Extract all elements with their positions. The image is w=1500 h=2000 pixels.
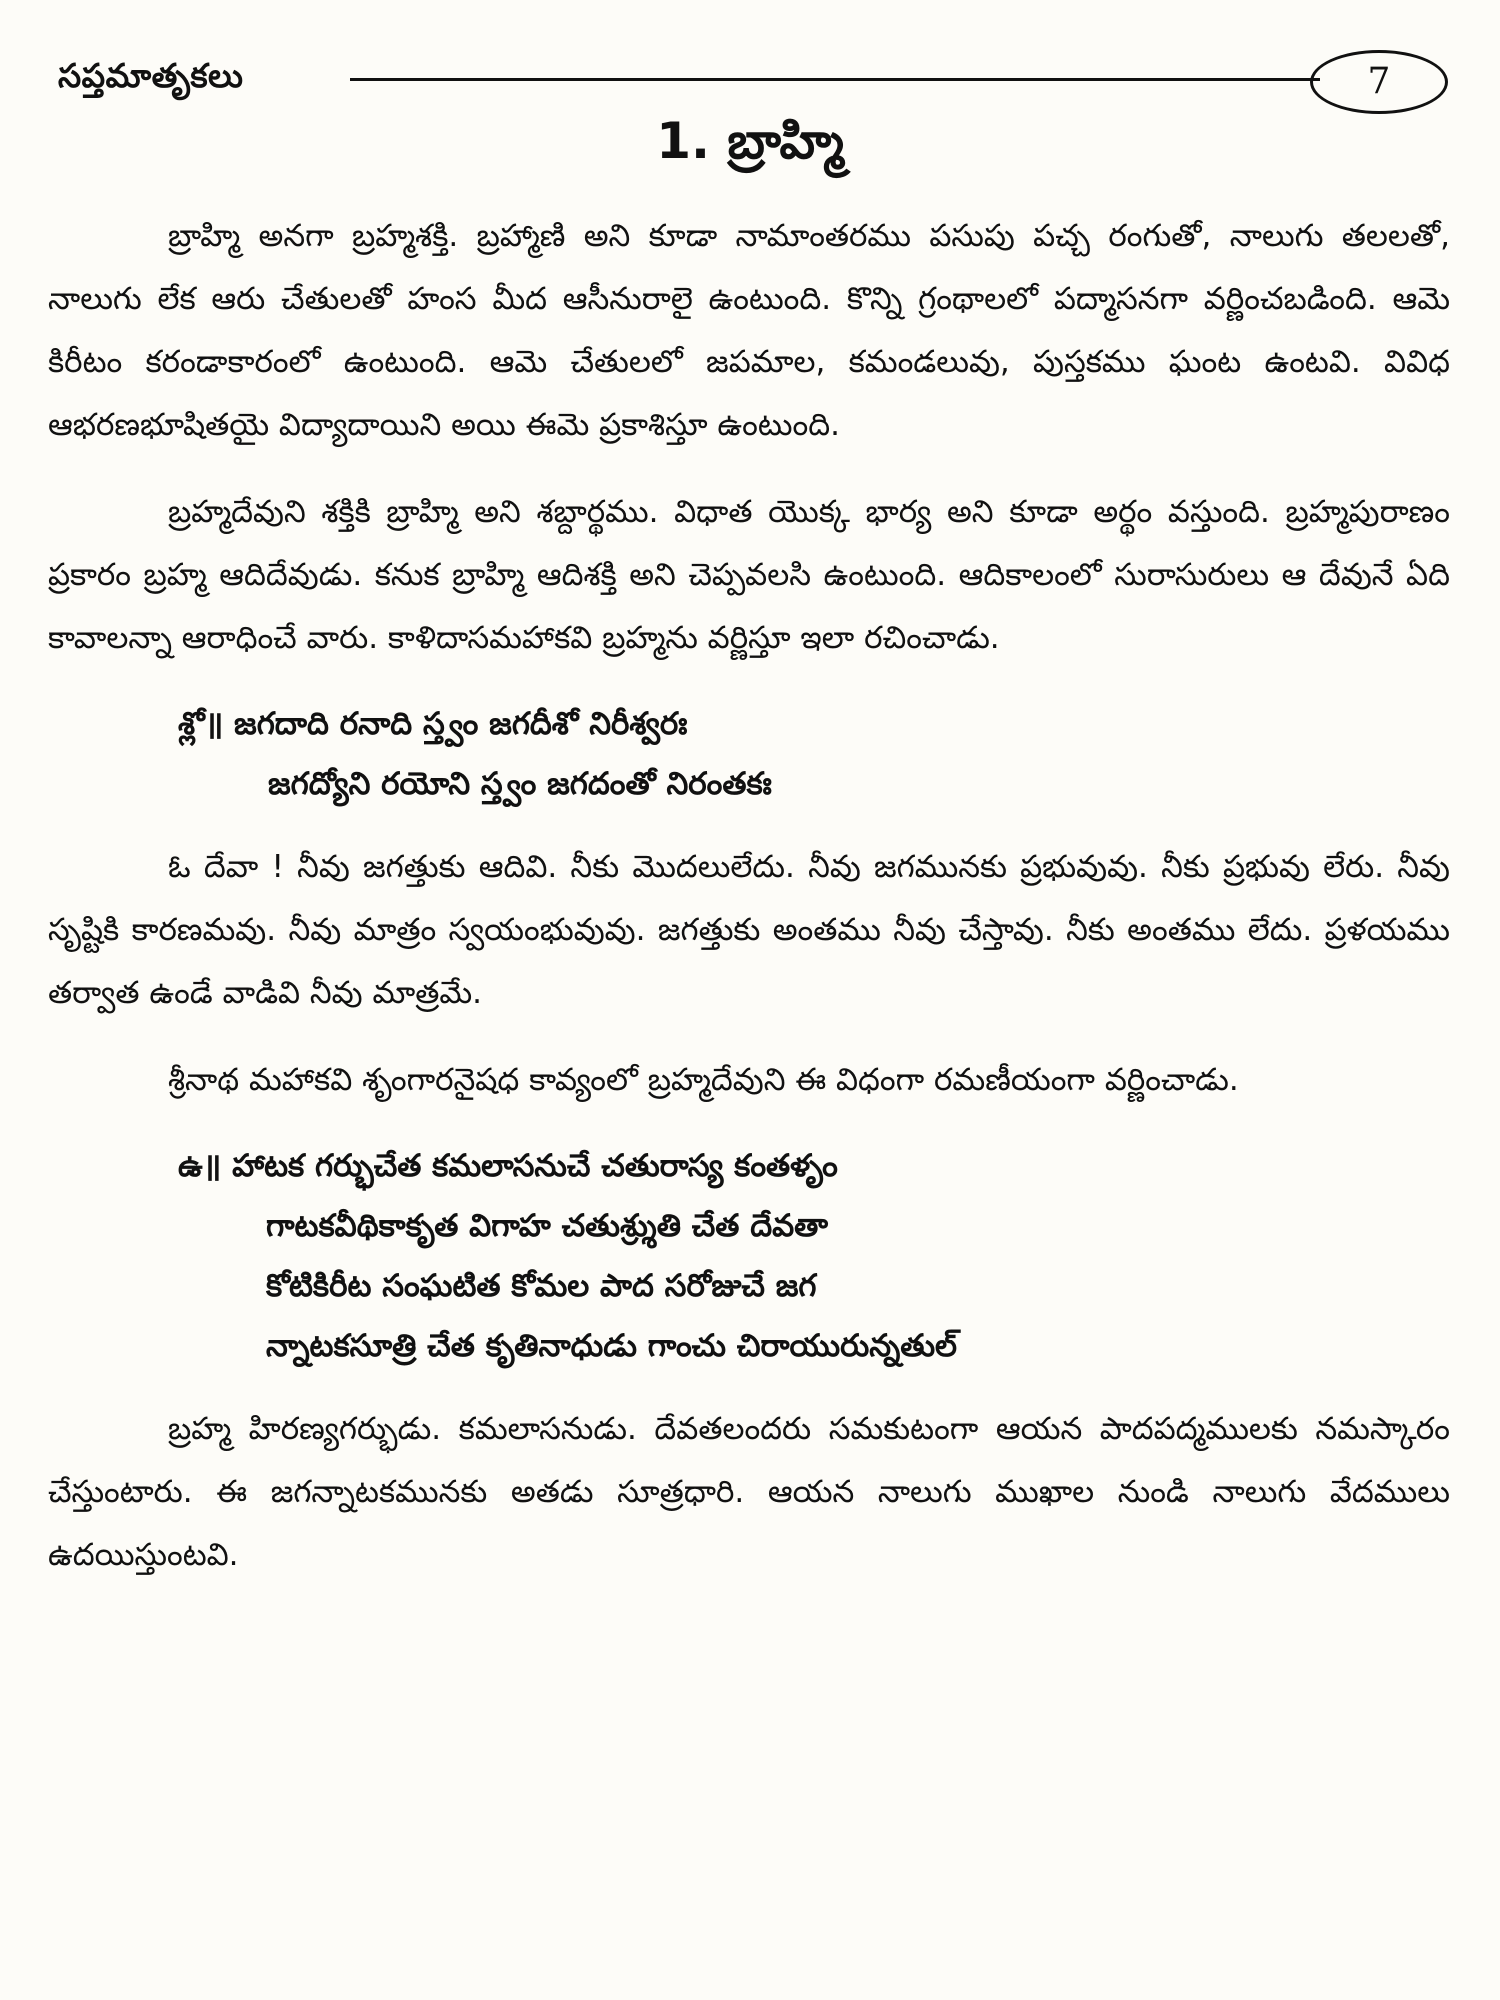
paragraph-1: బ్రాహ్మి అనగా బ్రహ్మశక్తి. బ్రహ్మాణి అని కూడా నామాంతరము పసుపు పచ్చ రంగుతో, నాలుగు తలలతో, నాలుగు లేక ఆరు చేతులతో హంస మీద ఆసీనురాలై ఉంటుంది. కొన్ని గ్రంథాలలో పద్మాసనగా వర్ణించబడింది. ఆమె కిరీటం కరండాకారంలో ఉంటుంది. ఆమె చేతులలో జపమాల, కమండలువు, పుస్తకము ఘంట ఉంటవి. వివిధ ఆభరణభూషితయై విద్యాదాయిని అయి ఈమె ప్రకాశిస్తూ ఉంటుంది. xyxy=(48,218,1450,443)
paragraph-4: శ్రీనాథ మహాకవి శృంగారనైషధ కావ్యంలో బ్రహ్మదేవుని ఈ విధంగా రమణీయంగా వర్ణించాడు. xyxy=(168,1062,1239,1098)
header-rule xyxy=(350,78,1320,81)
verse-line: శ్లో॥ జగదాది రనాది స్త్వం జగదీశో నిరీశ్వరః xyxy=(178,706,688,742)
verse-line: కోటికిరీట సంఘటిత కోమల పాద సరోజుచే జగ xyxy=(266,1268,817,1304)
running-title: సప్తమాతృకలు xyxy=(58,56,244,95)
page-body xyxy=(48,205,1450,1611)
paragraph-3: ఓ దేవా ! నీవు జగత్తుకు ఆదివి. నీకు మొదలులేదు. నీవు జగమునకు ప్రభువువు. నీకు ప్రభువు లేరు. నీవు సృష్టికి కారణమవు. నీవు మాత్రం స్వయంభువువు. జగత్తుకు అంతము నీవు చేస్తావు. నీకు అంతము లేదు. ప్రళయము తర్వాత ఉండే వాడివి నీవు మాత్రమే. xyxy=(48,849,1450,1011)
verse-line: న్నాటకసూత్రి చేత కృతినాధుడు గాంచు చిరాయురున్నతుల్ xyxy=(266,1328,958,1364)
verse-line: ఉ॥ హాటక గర్భుచేత కమలాసనుచే చతురాస్య కంతళృం xyxy=(178,1148,838,1184)
page-header xyxy=(58,50,1448,120)
page-number: 7 xyxy=(1310,50,1448,114)
chapter-title: 1. బ్రాహ్మి xyxy=(656,112,844,170)
utpalamala-verse xyxy=(178,1136,1450,1376)
sloka-verse xyxy=(178,694,1450,814)
paragraph-2: బ్రహ్మదేవుని శక్తికి బ్రాహ్మి అని శబ్దార్థము. విధాత యొక్క భార్య అని కూడా అర్థం వస్తుంది. బ్రహ్మపురాణం ప్రకారం బ్రహ్మ ఆదిదేవుడు. కనుక బ్రాహ్మి ఆదిశక్తి అని చెప్పవలసి ఉంటుంది. ఆదికాలంలో సురాసురులు ఆ దేవునే ఏది కావాలన్నా ఆరాధించే వారు. కాళిదాసమహాకవి బ్రహ్మను వర్ణిస్తూ ఇలా రచించాడు. xyxy=(48,494,1450,656)
verse-line: గాటకవీథికాకృత విగాహ చతుశ్ర్శుతి చేత దేవతా xyxy=(266,1208,829,1244)
paragraph-5: బ్రహ్మ హిరణ్యగర్భుడు. కమలాసనుడు. దేవతలందరు సమకుటంగా ఆయన పాదపద్మములకు నమస్కారం చేస్తుంటారు. ఈ జగన్నాటకమునకు అతడు సూత్రధారి. ఆయన నాలుగు ముఖాల నుండి నాలుగు వేదములు ఉదయిస్తుంటవి. xyxy=(48,1411,1450,1573)
verse-line: జగద్యోని రయోని స్త్వం జగదంతో నిరంతకః xyxy=(268,766,772,802)
